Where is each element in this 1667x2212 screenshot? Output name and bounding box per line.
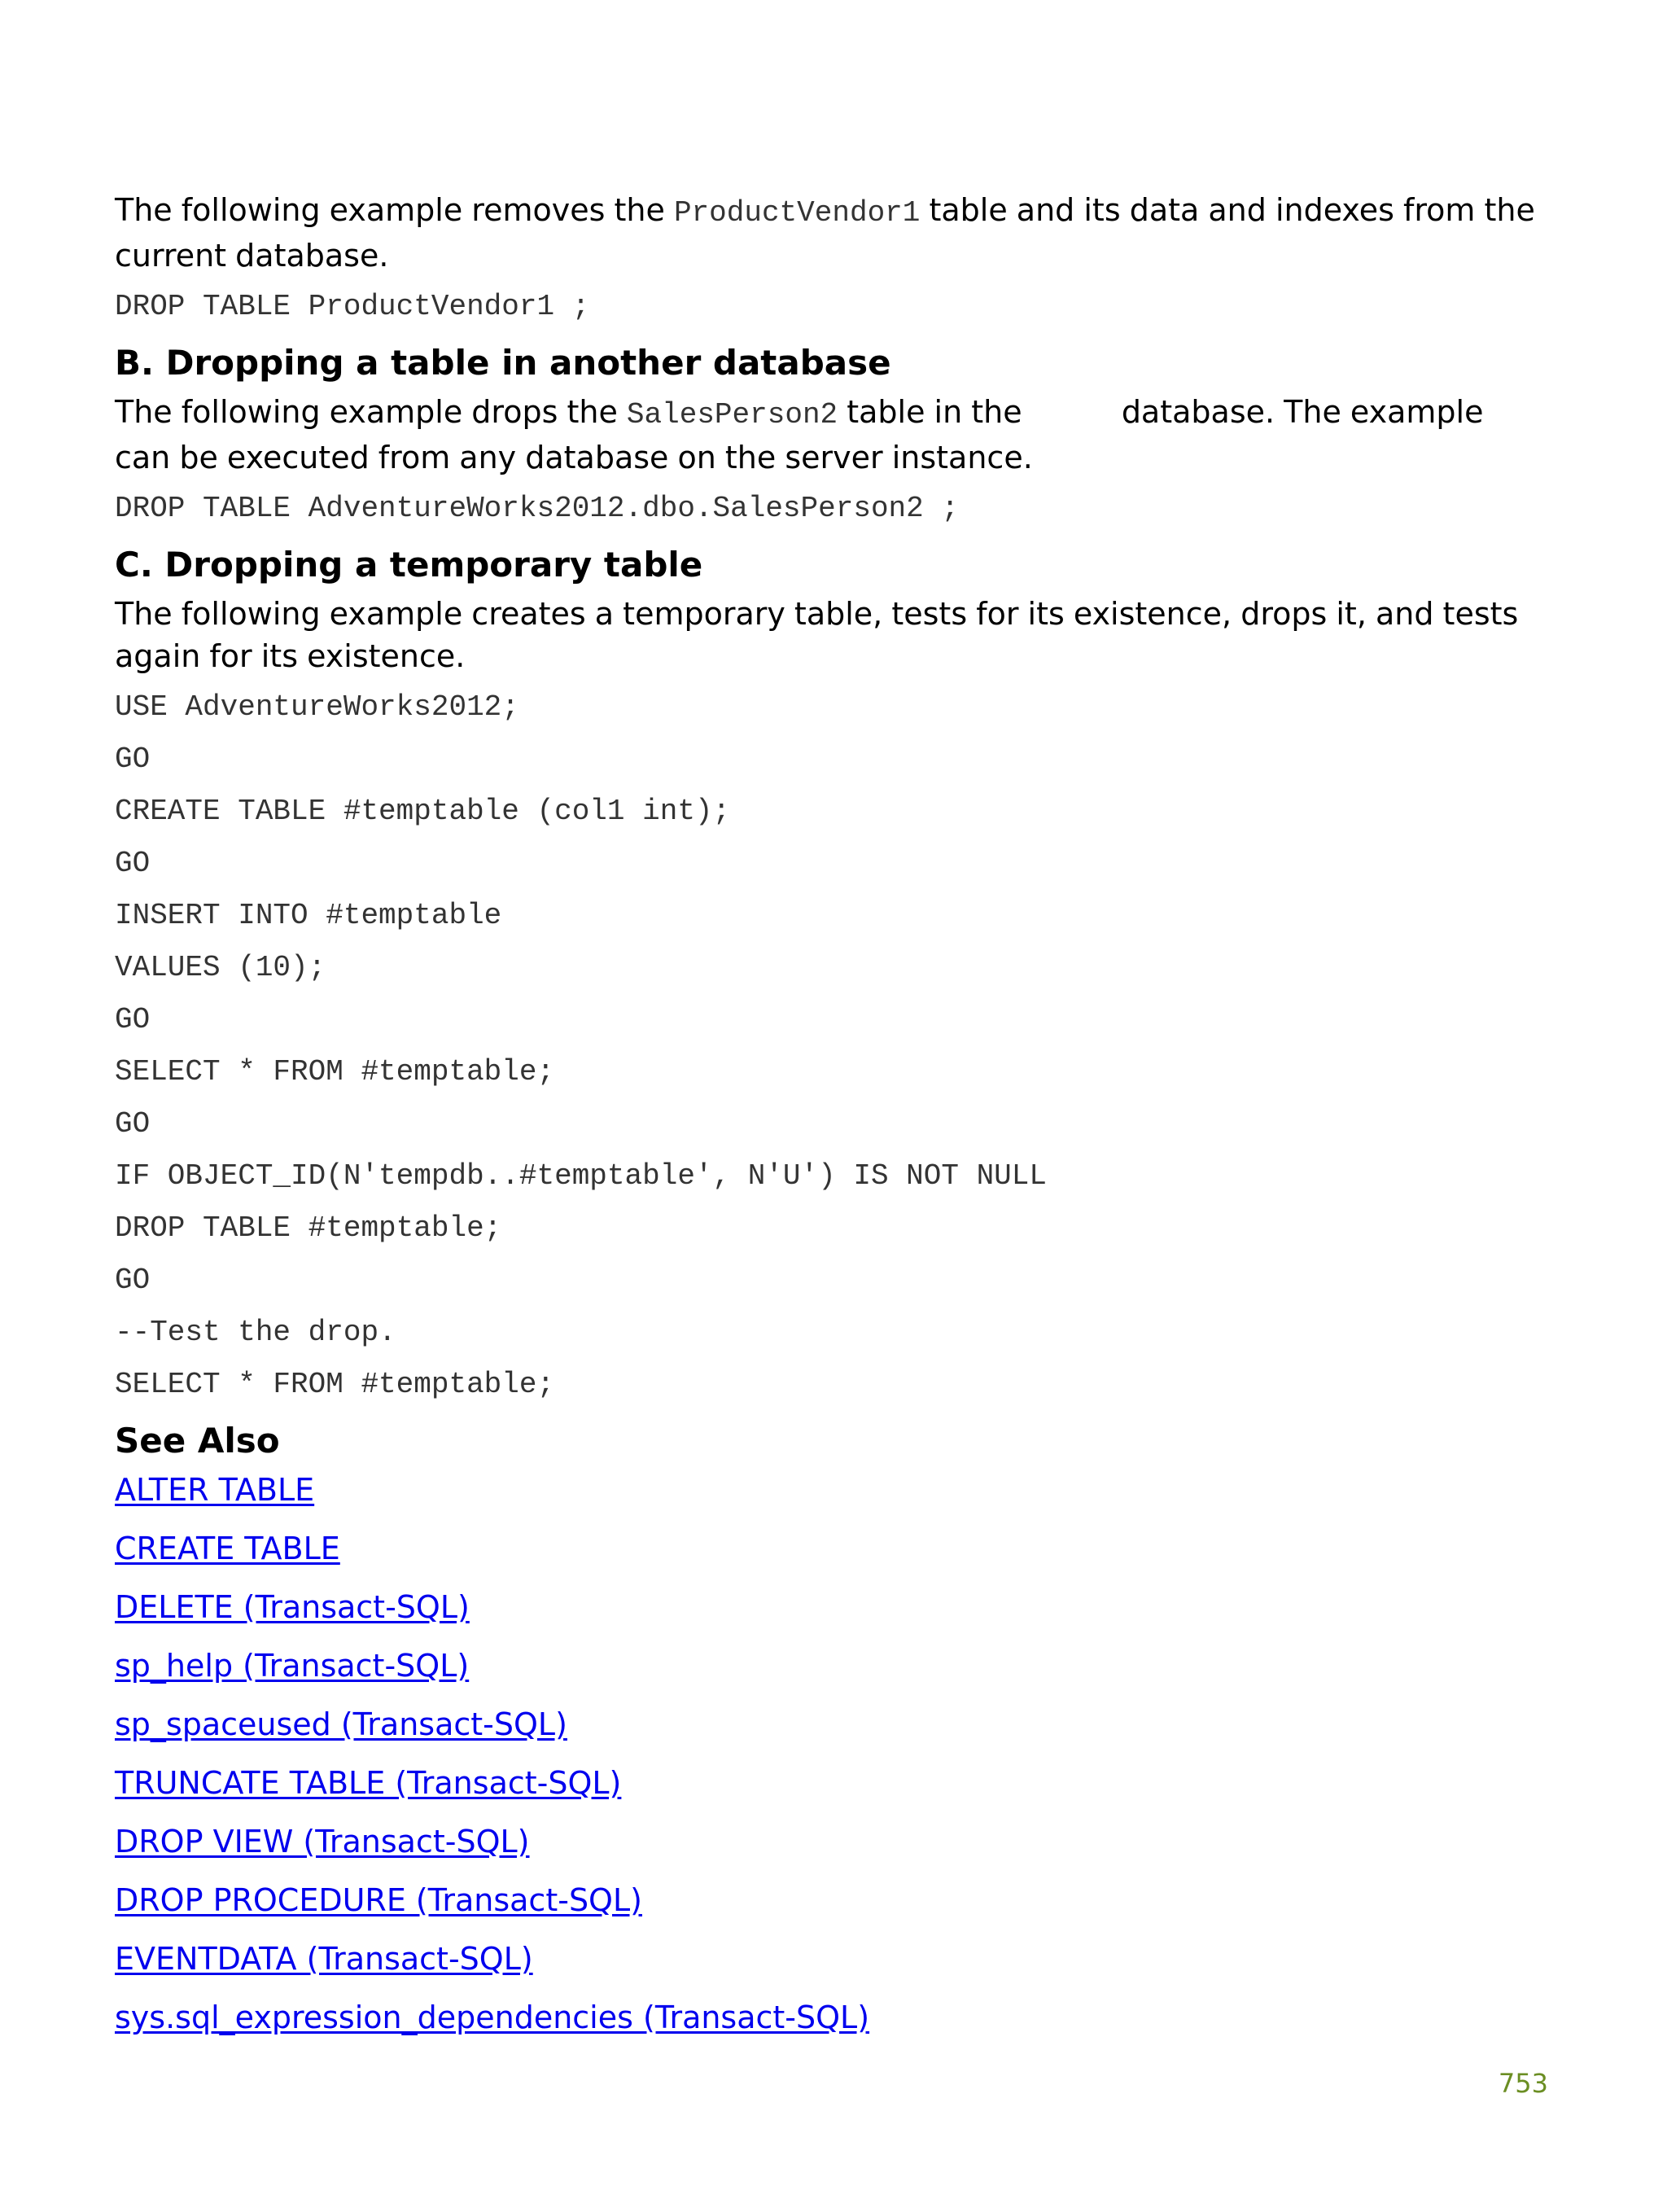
see-also-item xyxy=(115,1879,1547,1928)
section-b-intro-text-end: database. The example can be executed from any database on the server instance. xyxy=(115,394,1484,475)
code-line: IF OBJECT_ID(N'tempdb..#temptable', N'U') IS NOT NULL xyxy=(115,1159,1047,1193)
section-b-heading: B. Dropping a table in another database xyxy=(115,343,891,383)
code-line: GO xyxy=(115,1264,151,1297)
see-also-item xyxy=(115,1645,1547,1693)
code-line: --Test the drop. xyxy=(115,1316,396,1349)
section-c-intro: The following example creates a temporary table, tests for its existence, drops it, and tests again for its existence. xyxy=(115,596,1519,674)
code-line: VALUES (10); xyxy=(115,951,326,984)
section-b-intro-text-middle: table in the xyxy=(838,394,1031,430)
see-also-list xyxy=(115,1469,1547,2045)
section-c-code-block xyxy=(115,689,1547,1404)
code-line: CREATE TABLE #temptable (col1 int); xyxy=(115,795,731,828)
code-line: GO xyxy=(115,847,151,880)
section-a-intro-text-end: table and its data and indexes from the current database. xyxy=(115,192,1535,274)
section-a-intro-text: The following example removes the xyxy=(115,192,674,228)
section-b-intro xyxy=(115,391,1547,479)
see-also-item xyxy=(115,1762,1547,1811)
section-b-inline-code: SalesPerson2 xyxy=(626,398,838,431)
link-drop-procedure[interactable]: DROP PROCEDURE (Transact-SQL) xyxy=(115,1882,642,1918)
link-sp-help[interactable]: sp_help (Transact-SQL) xyxy=(115,1648,470,1684)
see-also-item xyxy=(115,1996,1547,2045)
link-delete[interactable]: DELETE (Transact-SQL) xyxy=(115,1589,470,1625)
code-line: SELECT * FROM #temptable; xyxy=(115,1055,555,1088)
see-also-item xyxy=(115,1820,1547,1869)
code-line: SELECT * FROM #temptable; xyxy=(115,1368,555,1401)
code-line: INSERT INTO #temptable xyxy=(115,899,502,932)
code-line: GO xyxy=(115,742,151,776)
link-sp-spaceused[interactable]: sp_spaceused (Transact-SQL) xyxy=(115,1706,567,1742)
see-also-item xyxy=(115,1938,1547,1986)
see-also-item xyxy=(115,1527,1547,1576)
link-alter-table[interactable]: ALTER TABLE xyxy=(115,1472,315,1508)
section-a-intro xyxy=(115,189,1547,277)
section-c-heading: C. Dropping a temporary table xyxy=(115,545,703,585)
see-also-item xyxy=(115,1469,1547,1518)
link-truncate-table[interactable]: TRUNCATE TABLE (Transact-SQL) xyxy=(115,1765,622,1801)
link-drop-view[interactable]: DROP VIEW (Transact-SQL) xyxy=(115,1824,530,1859)
see-also-item xyxy=(115,1703,1547,1752)
link-create-table[interactable]: CREATE TABLE xyxy=(115,1531,340,1566)
section-b-code: DROP TABLE AdventureWorks2012.dbo.SalesPerson2 ; xyxy=(115,492,959,525)
code-line: GO xyxy=(115,1107,151,1141)
section-a-inline-code: ProductVendor1 xyxy=(673,196,921,230)
see-also-item xyxy=(115,1586,1547,1635)
section-b-intro-text: The following example drops the xyxy=(115,394,627,430)
code-line: USE AdventureWorks2012; xyxy=(115,690,519,724)
page-number: 753 xyxy=(1498,2068,1548,2099)
code-line: GO xyxy=(115,1003,151,1036)
document-page xyxy=(115,189,1547,2055)
section-a-code: DROP TABLE ProductVendor1 ; xyxy=(115,290,590,323)
see-also-heading: See Also xyxy=(115,1421,280,1461)
link-sql-expression-dependencies[interactable]: sys.sql_expression_dependencies (Transact-SQL) xyxy=(115,2000,870,2035)
code-line: DROP TABLE #temptable; xyxy=(115,1211,502,1245)
link-eventdata[interactable]: EVENTDATA (Transact-SQL) xyxy=(115,1941,533,1977)
